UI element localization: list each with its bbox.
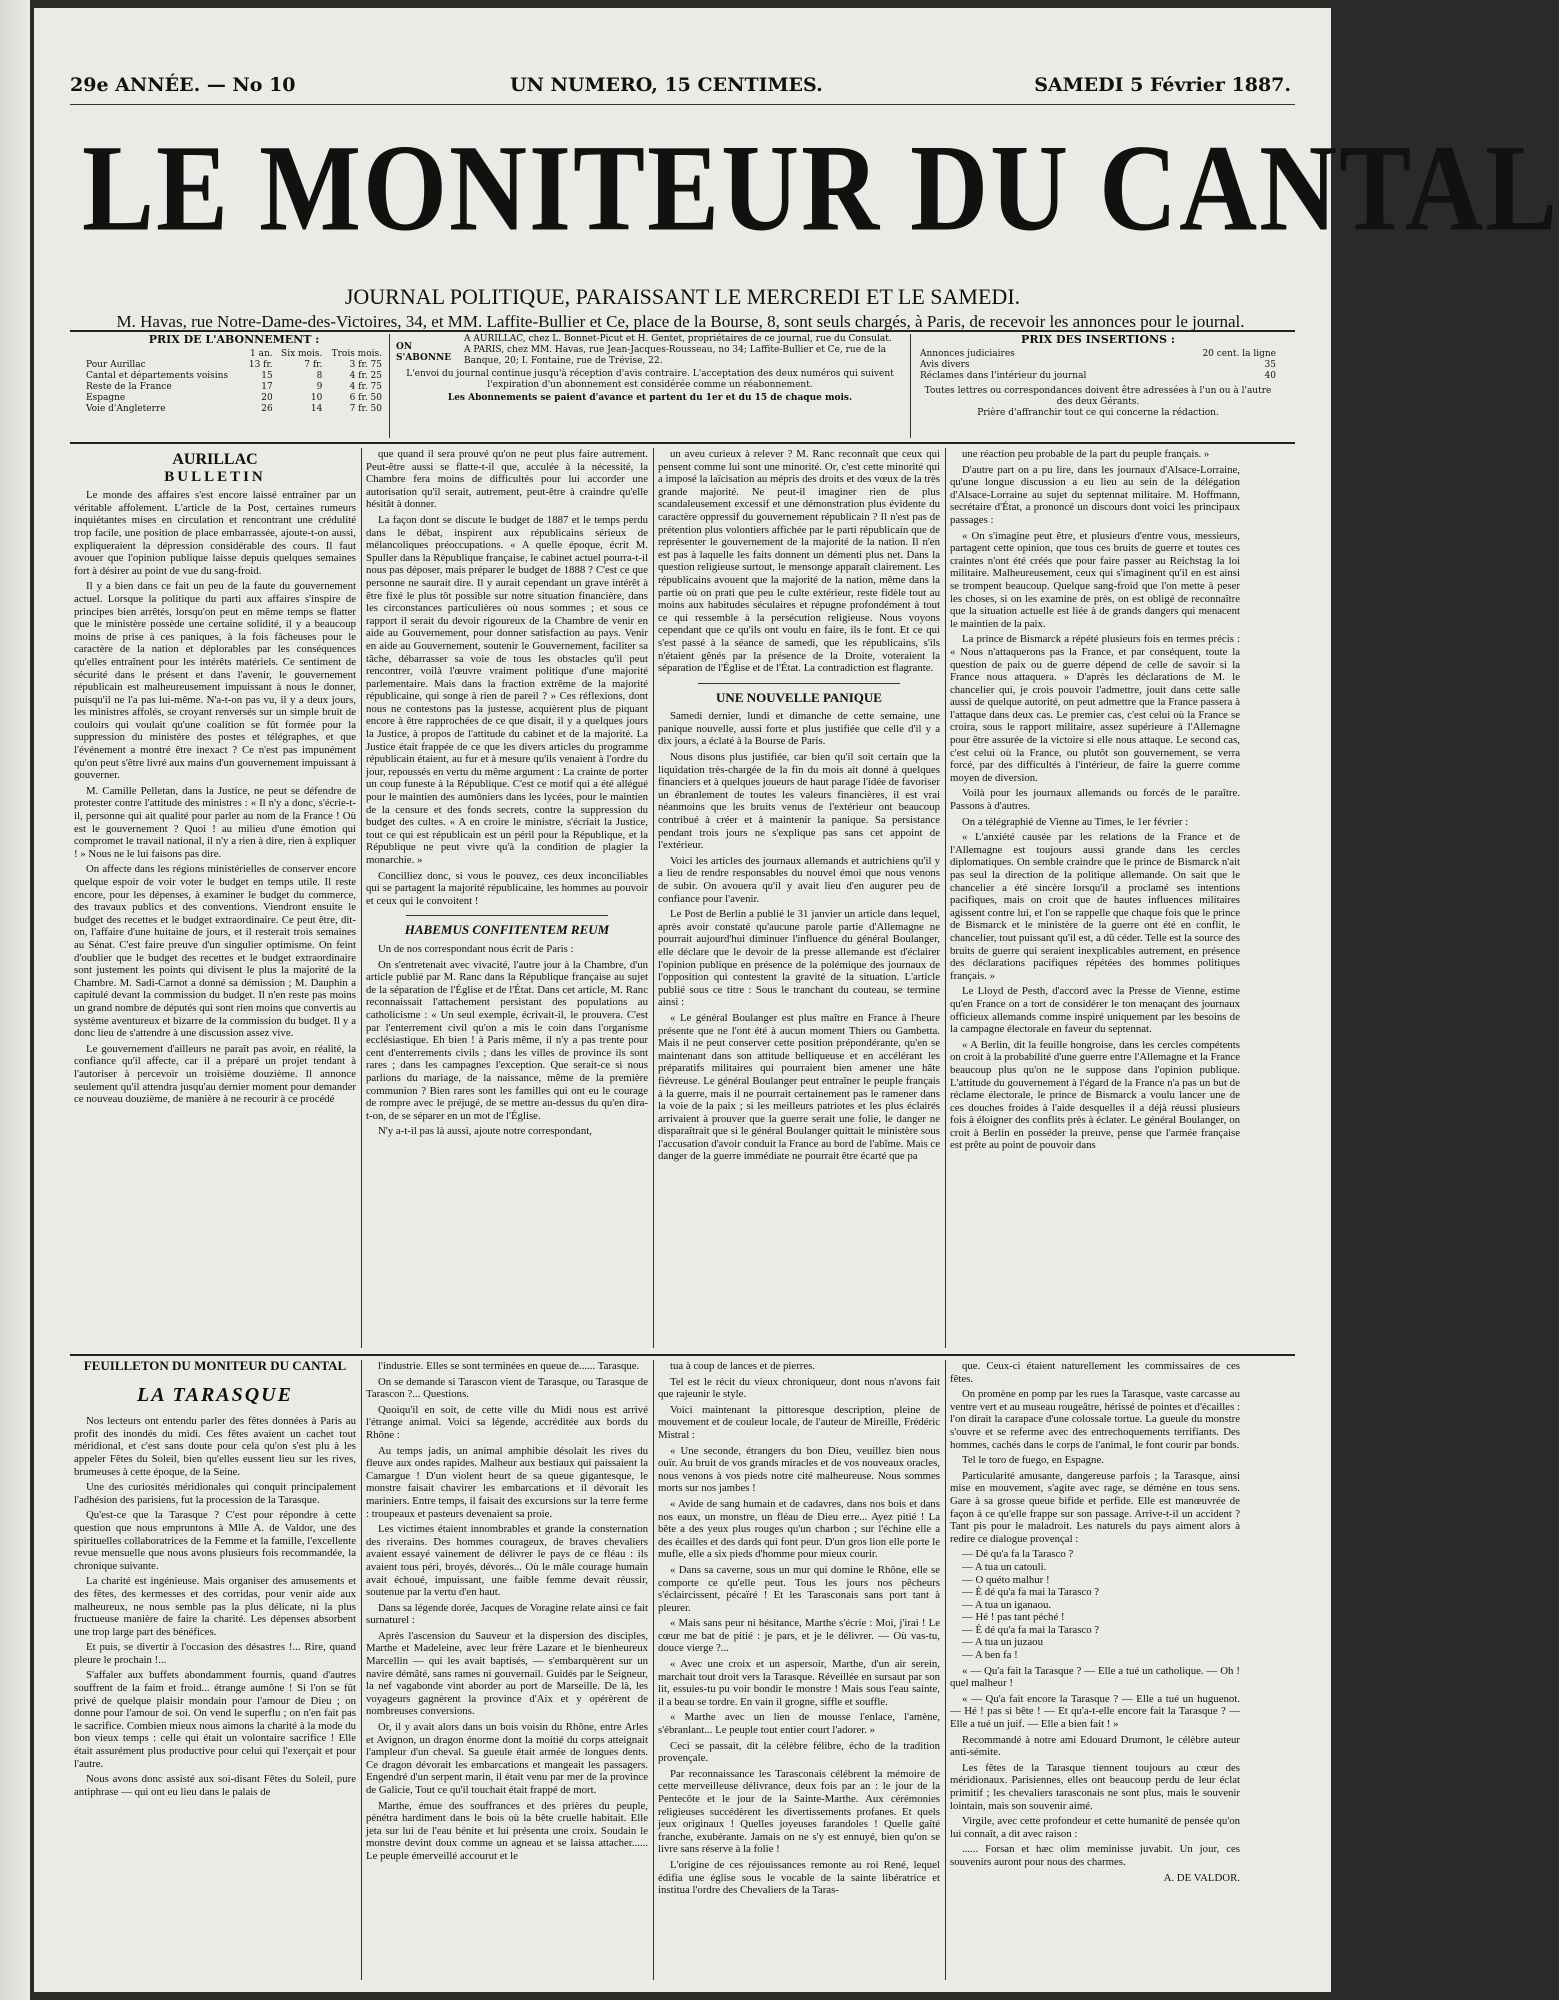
- feuilleton-col-3: [658, 1360, 940, 1980]
- paragraph: Au temps jadis, un animal amphibie désolait les rives du fleuve aux ondes rapides. Malheur aux bestiaux qui paissaient la Camargue ! D'un violent heurt de sa queue gigantesque, le monstre faisait chavirer les embarcations et il dévorait les mariniers. Entre temps, il faisait des excursions sur la terre ferme : troupeaux et pasteurs devenaient sa proie.: [366, 1444, 648, 1520]
- paragraph: Quoiqu'il en soit, de cette ville du Midi nous est arrivé l'étrange animal. Voici sa légende, accréditée aux bords du Rhône :: [366, 1403, 648, 1441]
- subscription-table: [84, 349, 384, 415]
- paragraph: On promène en pomp par les rues la Tarasque, vaste carcasse au ventre vert et au museau rougeâtre, hérissé de pointes et d'écailles : l'on dirait la carapace d'une colossale tortue. La gueule du monstre s'ouvre et se referme avec des entrechoquements terrifiants. Des hommes, cachés dans le corps de l'animal, le font courir par bonds.: [950, 1388, 1240, 1451]
- feuilleton-title: FEUILLETON DU MONITEUR DU CANTAL: [83, 1358, 347, 1373]
- masthead-title: LE MONITEUR DU CANTAL: [82, 120, 1559, 257]
- paragraph: ...... Forsan et hæc olim meminisse juvabit. Un jour, ces souvenirs auront pour nous des charmes.: [950, 1843, 1240, 1868]
- paragraph: Qu'est-ce que la Tarasque ? C'est pour répondre à cette question que nous empruntons à Mlle A. de Valdor, une des spirituelles collaboratrices de la Femme et la famille, l'excellente revue mensuelle que nous avons plusieurs fois recommandée, la chronique suivante.: [74, 1509, 356, 1572]
- paragraph: « A Berlin, dit la feuille hongroise, dans les cercles compétents on croit à la probabilité d'une guerre entre l'Allemagne et la France beaucoup plus qu'on ne le suppose dans l'opinion publique. L'attitude du gouvernement à l'égard de la France n'a pas un but de réclame électorale, le prince de Bismarck a voulu lancer une de ces douches froides à l'aide desquelles il a déjà réussi plusieurs fois à éloigner des conflits près à éclater. Le général Boulanger, on croit à Berlin en posséder la preuve, pense que l'armée française est prête au point de pouvoir dans: [950, 1038, 1240, 1152]
- paragraph: Virgile, avec cette profondeur et cette humanité de pensée qu'on lui connaît, a dit avec raison :: [950, 1815, 1240, 1840]
- paragraph: L'origine de ces réjouissances remonte au roi René, lequel édifia une église sous le vocable de la sainte libératrice et institua l'ordre des Chevaliers de la Taras-: [658, 1858, 940, 1897]
- insertion-note-2: Prière d'affranchir tout ce qui concerne la rédaction.: [977, 408, 1219, 418]
- paragraph: Après l'ascension du Sauveur et la dispersion des disciples, Marthe et Madeleine, avec leur frère Lazare et le bienheureux Marcellin — qui les avait baptisés, — s'embarquèrent sur un navire démâté, sans rames ni gouvernail. Guidés par le Seigneur, la nef vagabonde vint aborder au port de Marseille. De là, les voyageurs gagnèrent la province d'Aix et y opérèrent de nombreuses conversions.: [366, 1629, 648, 1718]
- paragraph: que. Ceux-ci étaient naturellement les commissaires de ces fêtes.: [950, 1360, 1240, 1385]
- paragraph: Marthe, émue des souffrances et des prières du peuple, pénétra hardiment dans le bois où la bête cruelle habitait. Elle jeta sur lui de l'eau bénite et lui présenta une croix. Soudain le monstre devint doux comme un agneau et se laissa attacher...... Le peuple émerveillé accourut et le: [366, 1799, 648, 1862]
- paragraph: Tel le toro de fuego, en Espagne.: [962, 1454, 1104, 1467]
- issue-date: SAMEDI 5 Février 1887.: [1034, 74, 1291, 96]
- paragraph: On a télégraphié de Vienne au Times, le 1er février :: [962, 815, 1189, 828]
- dialogue-line: — A tua un juzaou: [962, 1636, 1043, 1649]
- paragraph: Une des curiosités méridionales qui conquit principalement l'adhésion des parisiens, fut la procession de la Tarasque.: [74, 1481, 356, 1506]
- subscribe-label: ON S'ABONNE: [396, 342, 452, 363]
- dialogue-line: — A ben fa !: [962, 1649, 1018, 1662]
- newspaper-page: [34, 8, 1559, 1992]
- paragraph: « Marthe avec un lien de mousse l'enlace, l'amène, s'ébranlant... Le peuple tout entier court l'adorer. »: [658, 1711, 940, 1737]
- feuilleton-heading: LA TARASQUE: [137, 1383, 293, 1406]
- insertion-table: [918, 349, 1278, 382]
- issue-number: 29e ANNÉE. — No 10: [70, 74, 296, 96]
- dialogue-line: — È dé qu'a fa mai la Tarasco ?: [962, 1623, 1100, 1636]
- paragraph: « — Qu'a fait encore la Tarasque ? — Elle a tué un huguenot. — Hé ! pas si bête ! — Et qu'a-t-elle encore fait la Tarasque ? — Elle a tué un juif. — Elle a bien fait ! »: [950, 1692, 1240, 1731]
- paragraph: « Avec une croix et un aspersoir, Marthe, d'un air serein, marchait tout droit vers la Tarasque. Réveillée en sursaut par son lit, essuies-tu pu voir bondir le monstre ! Mais sous l'eau sainte, il a beau se tordre. En vain il grogne, siffle et souffle.: [658, 1658, 940, 1708]
- paragraph: La prince de Bismarck a répété plusieurs fois en termes précis : « Nous n'attaquerons pas la France, et par conséquent, toute la question de paix ou de guerre dépend de celle de savoir si la France nous attaquera. » D'après les déclarations de M. le chancelier qui, je crois pouvoir l'admettre, jouit dans cette salle aussi de quelque autorité, on peut admettre que la France passera à l'attaque dans deux cas. Le premier cas, c'est celui où la France se croira, sous le rapport militaire, assez supérieure à l'Allemagne pour être assurée de la victoire si elle nous attaque. Le second cas, c'est celui où la France, ou plutôt son gouvernement, se verra forcé, par des difficultés à l'intérieur, de faire la guerre comme moyen de diversion.: [950, 633, 1240, 784]
- price-row: Avis divers 35: [920, 360, 1276, 370]
- price-row: Pour Aurillac 13 fr. 7 fr. 3 fr. 75: [86, 360, 382, 370]
- feuilleton-col-2: [366, 1360, 648, 1980]
- header-line: [70, 74, 1291, 104]
- col-header: Six mois.: [281, 349, 323, 359]
- paragraph: une réaction peu probable de la part du peuple français. »: [962, 448, 1210, 460]
- paragraph: Concilliez donc, si vous le pouvez, ces deux inconciliables qui se partagent la majorité républicaine, les hommes au pouvoir et ceux qui le convoitent !: [366, 869, 648, 907]
- column-budget: [366, 448, 648, 1348]
- paragraph: La façon dont se discute le budget de 1887 et le temps perdu dans le débat, inspirent aux républicains sérieux de mélancoliques préoccupations. « A quelle époque, écrit M. Spuller dans la République française, le cabinet actuel pourra-t-il nous pas déposer, mais préparer le budget de 1888 ? C'est ce que personne ne saurait dire. Il y aurait cependant un grave intérêt à être fixé le plus tôt possible sur notre situation financière, dans les circonstances particulières où nous sommes ; et sous ce rapport il serait du devoir rigoureux de la Chambre de venir en aide au Gouvernement, pour donner satisfaction au pays. Venir en aide au Gouvernement, soutenir le Gouvernement, faciliter sa tâche, débarrasser sa voie de tous les obstacles qu'il peut rencontrer, voilà l'œuvre vraiment politique d'une majorité parlementaire. Mais dans la fraction extrême de la majorité républicaine, qui songe à rien de pareil ? » Ces réflexions, dont nous ne contestons pas la justesse, acquièrent plus de piquant encore à être rapprochées de ce que disait, il y a quelques jours la Justice, à propos de l'attitude du cabinet et de la majorité. La Justice était frappée de ce que les divers articles du programme républicain étaient, au fur et à mesure qu'ils venaient à l'ordre du jour, repoussés en vertu du même argument : La crainte de porter un coup funeste à la République. C'est ce motif qui a été allégué pour le maintien des aumôniers dans les lycées, pour le maintien de la censure et des fonds secrets, contre la suppression du budget des cultes. « A en croire le ministre, s'écriait la Justice, tout ce qui est républicain est un péril pour la République, et la République ne peut vivre qu'à la condition de plagier la monarchie. »: [366, 513, 648, 866]
- paragraph: M. Camille Pelletan, dans la Justice, ne peut se défendre de protester contre l'attitude des ministres : « Il n'y a donc, s'écrie-t-il, personne qui ait qualité pour parler au nom de la France ! Où est le gouvernement ? Quoi ! au milieu d'une émotion qui compromet le travail national, il n'y a rien à dire, rien à expliquer ! » Nous ne le lui faisons pas dire.: [74, 784, 356, 860]
- price-per-issue: UN NUMERO, 15 CENTIMES.: [510, 74, 823, 96]
- dialogue-line: — O quéto malhur !: [962, 1573, 1050, 1586]
- paragraph: Voici maintenant la pittoresque description, pleine de mouvement et de couleur locale, de l'auteur de Mireille, Frédéric Mistral :: [658, 1403, 940, 1441]
- section-subheading: BULLETIN: [164, 468, 266, 485]
- paragraph: Le gouvernement d'ailleurs ne paraît pas avoir, en réalité, la confiance qu'il affecte, car il a préparé un projet tendant à l'autoriser à percevoir un troisième douzième. Il annonce seulement qu'il attendra jusqu'au dernier moment pour demander ce nouveau douzième, de manière à ne recourir à ce procédé: [74, 1042, 356, 1106]
- paragraph: Le monde des affaires s'est encore laissé entraîner par un véritable affolement. L'article de la Post, certaines rumeurs inquiétantes mises en circulation et rencontrant une crédulité trop facile, une position de place embarrassée, ajoute-t-on aussi, expliqueraient la dépression considérable des cours. Il faut avouer que l'opinion publique laisse depuis quelques semaines fort à désirer au point de vue du sang-froid.: [74, 489, 356, 577]
- paragraph: Le Lloyd de Pesth, d'accord avec la Presse de Vienne, estime qu'en France on a tort de considérer le ton menaçant des journaux officieux allemands comme inspiré uniquement par les besoins de la campagne électorale en faveur du septennat.: [950, 985, 1240, 1036]
- paragraph: Nos lecteurs ont entendu parler des fêtes données à Paris au profit des inondés du midi. Ces fêtes avaient un cachet tout méridional, et c'est sans doute pour cela qu'on s'est plu à les appeler Fêtes du Soleil, bien qu'elles eussent lieu sur les rives, brumeuses à cette époque, de la Seine.: [74, 1415, 356, 1478]
- subscription-info: [396, 334, 904, 442]
- paragraph: Nous avons donc assisté aux soi-disant Fêtes du Soleil, pure antiphrase — qui ont eu lieu dans le palais de: [74, 1773, 356, 1798]
- paragraph: Voilà pour les journaux allemands ou forcés de le paraître. Passons à d'autres.: [950, 787, 1240, 813]
- subscribe-aurillac: A AURILLAC, chez L. Bonnet-Picut et H. Gentet, propriétaires de ce journal, rue du Consulat.: [464, 334, 892, 344]
- paragraph: Nous disons plus justifiée, car bien qu'il soit certain que la liquidation très-chargée de la fin du mois ait donné à quelques financiers et à quelques joueurs de haut parage l'idée de favoriser un ébranlement de toutes les valeurs financières, il est vrai néanmoins que les bruits venus de l'extérieur ont beaucoup contribué à créer et à maintenir la panique. Sa persistance pendant trois jours ne s'explique pas sans cet appoint de l'extérieur.: [658, 751, 940, 852]
- paragraph: N'y a-t-il pas là aussi, ajoute notre correspondant,: [378, 1125, 592, 1138]
- paragraph: Et puis, se divertir à l'occasion des désastres !... Rire, quand pleure le prochain !...: [74, 1641, 356, 1666]
- feuilleton-col-1: [74, 1360, 356, 1980]
- paragraph: tua à coup de lances et de pierres.: [670, 1360, 816, 1372]
- column-allemagne: [950, 448, 1240, 1348]
- dialogue-line: — Dé qu'a fa la Tarasco ?: [962, 1548, 1074, 1561]
- dialogue-line: — A tua un catouli.: [962, 1560, 1047, 1573]
- paragraph: un aveu curieux à relever ? M. Ranc reconnaît que ceux qui pensent comme lui sont une minorité. Or, c'est cette minorité qui a imposé la laïcisation au mépris des droits et des vœux de la très grande majorité. Ne peut-il imaginer rien de plus scandaleusement excessif et une démonstration plus évidente du caractère oppressif du gouvernement républicain ? Il n'est pas de prétention plus volontiers affichée par le parti républicain que de représenter le gouvernement de la majorité de la nation. Il n'en est pas à laquelle les faits donnent un démenti plus net. Dans la question religieuse surtout, le mensonge apparaît clairement. Les républicains avouent que la majorité de la nation, même dans la partie où on prati que peu le culte extérieur, reste fidèle tout au moins aux habitudes séculaires et répugne profondément à tout ce qui ressemble à la persécution religieuse. Nous voyons cependant que ce qu'ils ont voulu en faire, ils le font. Et ce qui s'est passé à la séance de samedi, que les républicains, s'ils n'étaient gênés par la présence de la Droite, voteraient la séparation de l'Église et de l'État. La contradiction est flagrante.: [658, 448, 940, 675]
- price-row: Annonces judiciaires 20 cent. la ligne: [920, 349, 1276, 359]
- paragraph: D'autre part on a pu lire, dans les journaux d'Alsace-Lorraine, qu'une longue discussion a eu lieu au sein de la délégation d'Alsace-Lorraine au sujet du septennat militaire. M. Hoffmann, secrétaire d'État, a prononcé un discours dont voici les principaux passages :: [950, 463, 1240, 526]
- paragraph: « Avide de sang humain et de cadavres, dans nos bois et dans nos eaux, un monstre, un fléau de Dieu erre... Ayez pitié ! La bête a des yeux plus rouges qu'un charbon ; sur l'échine elle a des écailles et des dards qui font peur. D'un gros lion elle porte le mufle, elle a six pieds d'homme pour mieux courir.: [658, 1497, 940, 1561]
- price-row: Espagne 20 10 6 fr. 50: [86, 393, 382, 403]
- column-aurillac: [74, 448, 356, 1348]
- masthead-subtitle: JOURNAL POLITIQUE, PARAISSANT LE MERCREDI ET LE SAMEDI.: [344, 284, 1021, 309]
- paragraph: que quand il sera prouvé qu'on ne peut plus faire autrement. Peut-être aussi se flatte-t-il que, acculée à la nécessité, la Chambre fera moins de difficultés pour lui accorder une autorisation qu'il serait, autrement, peut-être à craindre qu'elle hésitât à donner.: [366, 448, 648, 511]
- dialogue-line: — A tua un iganaou.: [962, 1598, 1052, 1611]
- subscription-terms: Les Abonnements se paient d'avance et partent du 1er et du 15 de chaque mois.: [447, 393, 853, 403]
- subscription-prices: [84, 334, 384, 442]
- paragraph: Le Post de Berlin a publié le 31 janvier un article dans lequel, après avoir constaté qu'aucune parole partie d'Allemagne ne pourrait aujourd'hui diminuer l'influence du général Boulanger, elle déclare que le devoir de la presse allemande est d'éclairer l'opinion publique en présence de la polémique des journaux de l'opposition qui contestent la gravité de la situation. L'article publié sous ce titre : Sous le tranchant du couteau, se termine ainsi :: [658, 908, 940, 1009]
- paragraph: l'industrie. Elles se sont terminées en queue de...... Tarasque.: [378, 1360, 640, 1372]
- paragraph: Les fêtes de la Tarasque tiennent toujours au cœur des méridionaux. Parisiennes, elles ont beaucoup perdu de leur éclat primitif ; les chevaliers tarasconais ne sont plus, mais le souvenir lointain, mais son souvenir aimé.: [950, 1761, 1240, 1812]
- col-header: 1 an.: [250, 349, 273, 359]
- paragraph: Samedi dernier, lundi et dimanche de cette semaine, une panique nouvelle, aussi forte et plus justifiée que celle d'il y a dix jours, a éclaté à la Bourse de Paris.: [658, 710, 940, 748]
- insertion-note: Toutes lettres ou correspondances doivent être adressées à l'un ou à l'autre des deux Gérants.: [924, 386, 1272, 407]
- advertising-agents: M. Havas, rue Notre-Dame-des-Victoires, 34, et MM. Laffite-Bullier et Ce, place de la Bourse, 8, sont seuls chargés, à Paris, de recevoir les annonces pour le journal.: [116, 312, 1245, 331]
- paragraph: Les victimes étaient innombrables et grande la consternation des riverains. Des hommes courageux, de braves chevaliers avaient essayé vainement de délivrer le pays de ce fléau : ils avaient tous péri, broyés, dévorés... Où le mâle courage humain avait échoué, impuissant, une faible femme devait réussir, soutenue par la vertu d'en haut.: [366, 1523, 648, 1599]
- paragraph: Tel est le récit du vieux chroniqueur, dont nous n'avons fait que rajeunir le style.: [658, 1375, 940, 1401]
- paragraph: La charité est ingénieuse. Mais organiser des amusements et des fêtes, des kermesses et des corridas, pour venir aide aux malheureux, ne nous semble pas la plus délicate, ni la plus fructueuse manière de faire la charité. Les dépenses absorbent une trop large part des bénéfices.: [74, 1575, 356, 1638]
- article-heading-habemus: HABEMUS CONFITENTEM REUM: [404, 922, 610, 938]
- paragraph: On s'entretenait avec vivacité, l'autre jour à la Chambre, d'un article publié par M. Ranc dans la République française au sujet de la séparation de l'Église et de l'État. Dans cet article, M. Ranc reconnaissait l'attachement persistant des populations au catholicisme : « Un seul exemple, écrivait-il, le prouvera. C'est par l'enterrement civil qu'on a mis le coin dans l'organisme ecclésiastique. Eh bien ! à Paris même, il n'y a pas trente pour cent d'enterrements civils ; dans les villes de province ils sont rares ; dans les campagnes l'exception. Que serait-ce si nous parlions du mariage, de la naissance, même de la première communion ? Bien rares sont les familles qui ont eu le courage de rompre avec le préjugé, de se mettre au-dessus du qu'en dira-t-on, de se séparer en un mot de l'Église.: [366, 958, 648, 1122]
- paragraph: « Mais sans peur ni hésitance, Marthe s'écrie : Moi, j'irai ! Le cœur me bat de pitié : je pars, et je le délivrer. — Où vas-tu, douce vierge ?...: [658, 1617, 940, 1655]
- paragraph: On affecte dans les régions ministérielles de conserver encore quelque espoir de voir voter le budget en temps utile. Il reste encore, pour les dépenses, à examiner le budget du commerce, des travaux publics et des conventions. Viendront ensuite le budget des recettes et le budget extraordinaire. Ce peut être, dit-on, l'affaire d'une huitaine de jours, et il resterait trois semaines au Sénat. C'est faire preuve d'un singulier optimisme. On feint d'oublier que le budget des recettes et le budget extraordinaire sont justement les points qui divisent le plus la majorité de la Chambre. M. Sadi-Carnot a donné sa démission ; M. Dauphin a capitulé devant la commission du budget. Il n'en reste pas moins un grand nombre de députés qui sont rien moins que convertis au système aventureux et bizarre de la commission du budget. Il y a donc lieu de s'attendre à une discussion assez vive.: [74, 863, 356, 1040]
- article-heading-panique: UNE NOUVELLE PANIQUE: [716, 689, 882, 705]
- dialogue-line: — Hé ! pas tant péché !: [962, 1611, 1065, 1624]
- paragraph: Par reconnaissance les Tarasconais célébrent la mémoire de cette merveilleuse délivrance, deux fois par an : le jour de la Pentecôte et le jour de la Sainte-Marthe. Aux cérémonies religieuses succédèrent les divertissements profanes. Et quels jeux originaux ! Quelles joyeuses farandoles ! Quelle gaîté franche, exubérante. Jamais on ne s'y est ennuyé, bien qu'on se livre sans réserve à la folie !: [658, 1767, 940, 1856]
- price-row: Cantal et départements voisins 15 8 4 fr. 25: [86, 371, 382, 381]
- price-row: Réclames dans l'intérieur du journal 40: [920, 371, 1276, 381]
- paragraph: Ceci se passait, dit la célèbre félibre, écho de la tradition provençale.: [658, 1739, 940, 1765]
- paragraph: Un de nos correspondant nous écrit de Paris :: [378, 942, 574, 955]
- paragraph: Particularité amusante, dangereuse parfois ; la Tarasque, ainsi mise en mouvement, s'agite avec rage, se démène en tous sens. Gare à sa grosse queue bifide et perfide. Elle est manœuvrée de façon à ce qu'elle frappe sur son passage. Arrive-t-il un accident ? Tant pis pour le maladroit. Les naturels du pays aiment alors à redire ce dialogue provençal :: [950, 1469, 1240, 1545]
- col-header: Trois mois.: [331, 349, 382, 359]
- paragraph: « Une seconde, étrangers du bon Dieu, veuillez bien nous ouïr. Au bruit de vos grands miracles et de vos nouveaux oracles, nous venons à vos pieds notre cité malheureuse. Nous sommes morts sur nos jambes !: [658, 1444, 940, 1495]
- signature: A. DE VALDOR.: [1163, 1871, 1240, 1884]
- paragraph: S'affaler aux buffets abondamment fournis, quand d'autres souffrent de la faim et froid... étrange aumône ! Si l'on se fût privé de quelque plaisir mondain pour l'amour de Dieu ; on donne pour l'amour de soi. On vend le superflu ; on n'en fait pas le sacrifice. Combien mieux nous aimons la charité à la mode du bon vieux temps : celle qui était un volontaire sacrifice ! Elle était assurément plus productive pour celui qui l'exerçait et pour l'autre.: [74, 1669, 356, 1770]
- paragraph: Or, il y avait alors dans un bois voisin du Rhône, entre Arles et Avignon, un dragon énorme dont la moitié du corps atteignait l'ampleur d'un cheval. Sa gueule était armée de longues dents. Ce dragon dévorait les embarcations et mangeait les passagers. Engendré d'un serpent marin, il était venu par mer de la province de Galicie, Tout ce qu'il touchait était frappé de mort.: [366, 1721, 648, 1796]
- paragraph: « Le général Boulanger est plus maître en France à l'heure présente que ne l'ont été à aucun moment Thiers ou Gambetta. Mais il ne peut conserver cette position prépondérante, qu'en se maintenant dans son attitude belliqueuse et en accélérant les préparatifs militaires qui pourraient bien amener une hâte fiévreuse. Le général Boulanger peut entraîner le peuple français à la guerre, mais il ne pourrait certainement pas le ramener dans la voie de la paix ; si les meilleurs patriotes et les plus éclairés arrivaient à prouver que la guerre serait une folie, le danger ne disparaîtrait que si le général Boulanger quittait le ministère sous l'accusation d'avoir conduit la France au bord de l'abîme. Mais ce danger de la guerre immédiate ne pourrait être écarté que pa: [658, 1011, 940, 1163]
- subscribe-paris: A PARIS, chez MM. Havas, rue Jean-Jacques-Rousseau, no 34; Laffite-Bullier et Ce, rue de la Banque, 20; I. Fontaine, rue de Trévise, 22.: [464, 345, 887, 366]
- paragraph: Voici les articles des journaux allemands et autrichiens qu'il y a lieu de rendre responsables du nouvel émoi que nous venons de subir. On avouera qu'il y avait lieu d'en augurer peu de confiance pour l'avenir.: [658, 854, 940, 905]
- insertion-title: PRIX DES INSERTIONS :: [1021, 333, 1175, 346]
- paragraph: Recommandé à notre ami Edouard Drumont, le célèbre auteur anti-sémite.: [950, 1733, 1240, 1759]
- paragraph: « Dans sa caverne, sous un mur qui domine le Rhône, elle se comporte ce qu'elle peut. Tous les jours nos pêcheurs s'éclaircissent, pécaïré ! Et les Tarasconais sans port tant à pleurer.: [658, 1563, 940, 1614]
- price-row: Voie d'Angleterre 26 14 7 fr. 50: [86, 404, 382, 414]
- subscription-title: PRIX DE L'ABONNEMENT :: [148, 333, 320, 346]
- paragraph: Dans sa légende dorée, Jacques de Voragine relate ainsi ce fait surnaturel :: [366, 1601, 648, 1627]
- paragraph: « On s'imagine peut être, et plusieurs d'entre vous, messieurs, partagent cette opinion, que tous ces bruits de guerre et toutes ces craintes n'ont été créés que pour faire passer au Reichstag la loi militaire. Malheureusement, ceux qui s'imaginent qu'il en est ainsi se trompent beaucoup. Quelque sang-froid que l'on mette à peser les choses, si on les examine de près, on est obligé de reconnaître que la situation actuelle est liée à de grands dangers qui menacent le maintien de la paix.: [950, 529, 1240, 630]
- paragraph: Il y a bien dans ce fait un peu de la faute du gouvernement actuel. Lorsque la politique du parti aux affaires s'inspire de principes bien arrêtés, lorsqu'on peut en même temps se flatter que le ministère possède une certaine solidité, il y a beaucoup moins de prise à ces paniques, à la fois fâcheuses pour le caractère de la nation et déplorables par les conséquences qu'elles entraînent pour les intérêts matériels. Ce sentiment de sécurité dans le présent et dans l'avenir, le gouvernement républicain est malheureusement impuissant à nous le donner, puisqu'il ne l'a pas lui-même. N'a-t-on pas vu, il y a deux jours, les ministres affolés, se croyant renversés sur un simple bruit de couloirs qui voulait qu'une coalition se fût formée pour la suppression du ministère des postes et télégraphes, et que l'événement a montré être inexact ? Ce n'est pas impunément qu'on peut s'être livré aux mains d'un gouvernement impuissant à gouverner.: [74, 580, 356, 782]
- paragraph: On se demande si Tarascon vient de Tarasque, ou Tarasque de Tarascon ?... Questions.: [366, 1375, 648, 1401]
- paragraph: « L'anxiété causée par les relations de la France et de l'Allemagne est toujours aussi grande dans les cercles diplomatiques. On semble craindre que le prince de Bismarck n'ait pas seul la direction de la politique allemande. On sait que le chancelier a été sincère lorsqu'il a proclamé ses intentions pacifiques, mais on croit que de hautes influences militaires agissent contre lui, et l'on se rappelle que chaque fois que le prince de Bismarck et le ministère de la guerre ont été en conflit, le chancelier, tout puissant qu'il est, a dû céder. Telle est la source des bruits de guerre qui seraient inexplicables autrement, en présence des déclarations pacifiques répétées des hommes politiques français. »: [950, 831, 1240, 982]
- column-panique: [658, 448, 940, 1348]
- feuilleton-col-4: [950, 1360, 1240, 1980]
- price-row: Reste de la France 17 9 4 fr. 75: [86, 382, 382, 392]
- section-heading: AURILLAC: [172, 451, 258, 468]
- insertion-prices: [918, 334, 1278, 442]
- dialogue-line: — È dé qu'a fa mai la Tarasco ?: [962, 1586, 1100, 1599]
- paragraph: « — Qu'a fait la Tarasque ? — Elle a tué un catholique. — Oh ! quel malheur !: [950, 1664, 1240, 1690]
- subscription-notice: L'envoi du journal continue jusqu'à réception d'avis contraire. L'acceptation des deux numéros qui suivent l'expiration d'un abonnement est considérée comme un réabonnement.: [406, 369, 894, 390]
